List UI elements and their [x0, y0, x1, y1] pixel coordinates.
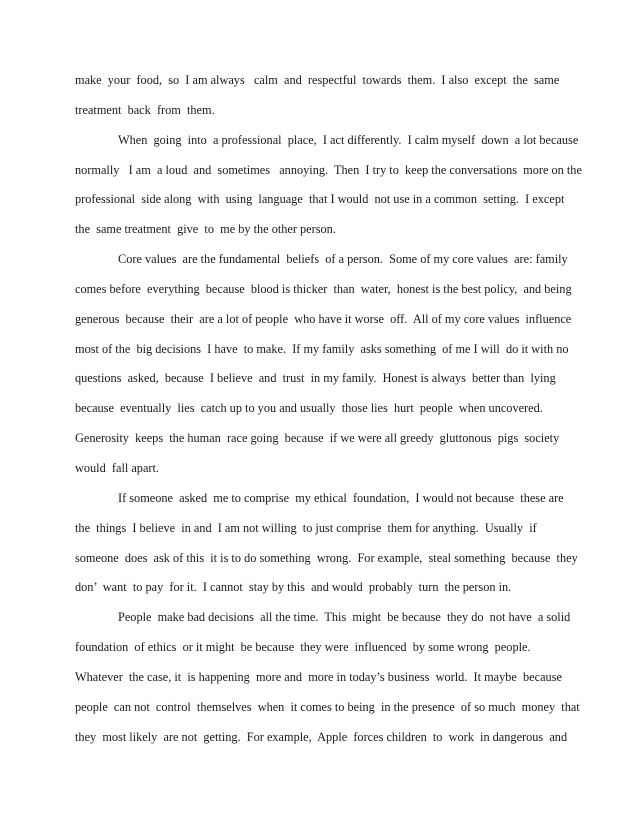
- paragraph-first-line: Core values are the fundamental beliefs of a person. Some of my core values are: family: [118, 252, 568, 267]
- text-line: the things I believe in and I am not willing to just comprise them for anything. Usually if: [75, 520, 537, 535]
- text-line: most of the big decisions I have to make. If my family asks something of me I will do it with no: [75, 341, 569, 356]
- text-line: foundation of ethics or it might be because they were influenced by some wrong people.: [75, 640, 531, 655]
- text-line: someone does ask of this it is to do something wrong. For example, steal something because they: [75, 550, 578, 565]
- text-line: would fall apart.: [75, 460, 160, 475]
- text-line: don’ want to pay for it. I cannot stay by this and would probably turn the person in.: [75, 580, 512, 595]
- text-line: professional side along with using language that I would not use in a common setting. I except: [75, 192, 565, 207]
- paragraph-first-line: When going into a professional place, I act differently. I calm myself down a lot because: [118, 132, 579, 147]
- text-line: Whatever the case, it is happening more and more in today’s business world. It maybe because: [75, 669, 562, 684]
- paragraph-first-line: If someone asked me to comprise my ethical foundation, I would not because these are: [118, 490, 564, 505]
- text-line: they most likely are not getting. For example, Apple forces children to work in dangerous and: [75, 729, 568, 744]
- text-line: people can not control themselves when it comes to being in the presence of so much money that: [75, 699, 580, 714]
- text-line: because eventually lies catch up to you and usually those lies hurt people when uncovered.: [75, 401, 543, 416]
- text-line: the same treatment give to me by the other person.: [75, 222, 336, 237]
- text-line: comes before everything because blood is thicker than water, honest is the best policy, and being: [75, 281, 572, 296]
- document-body: [75, 66, 582, 752]
- text-line: treatment back from them.: [75, 102, 215, 117]
- text-line: questions asked, because I believe and trust in my family. Honest is always better than lying: [75, 371, 556, 386]
- text-line: make your food, so I am always calm and respectful towards them. I also except the same: [75, 73, 560, 87]
- paragraph-first-line: People make bad decisions all the time. This might be because they do not have a solid: [118, 610, 571, 625]
- text-line: Generosity keeps the human race going because if we were all greedy gluttonous pigs society: [75, 431, 560, 446]
- text-line: normally I am a loud and sometimes annoying. Then I try to keep the conversations more on the: [75, 162, 582, 177]
- text-line: generous because their are a lot of people who have it worse off. All of my core values influence: [75, 311, 572, 326]
